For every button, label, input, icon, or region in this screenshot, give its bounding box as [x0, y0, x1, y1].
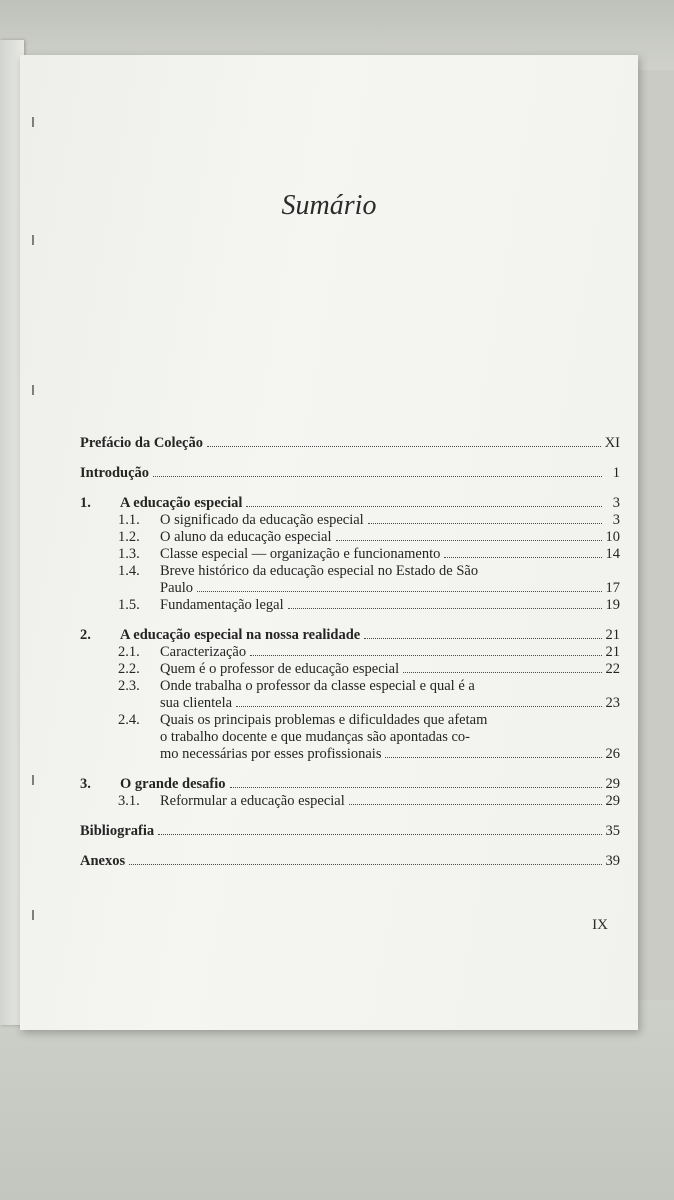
toc-number: 3.1.	[118, 793, 140, 809]
toc-label: Caracterização	[160, 644, 247, 660]
toc-page: 17	[605, 580, 620, 596]
toc-number: 1.5.	[118, 597, 140, 613]
leader-dots	[349, 804, 602, 805]
toc-page: 29	[605, 793, 620, 809]
toc-chapter-1	[80, 495, 620, 512]
toc-label: Fundamentação legal	[160, 597, 284, 613]
leader-dots	[288, 608, 602, 609]
toc-label: Quem é o professor de educação especial	[160, 661, 400, 677]
table-of-contents	[80, 435, 620, 870]
leader-dots	[403, 672, 601, 673]
toc-label-line-1: Onde trabalha o professor da classe especial e qual é a	[160, 678, 475, 694]
toc-section-2-2	[80, 661, 620, 678]
toc-section-2-4-cont	[80, 746, 620, 763]
leader-dots	[153, 476, 602, 477]
toc-page: XI	[604, 435, 620, 451]
leader-dots	[236, 706, 601, 707]
leader-dots	[246, 506, 602, 507]
toc-label-line-3: mo necessárias por esses profissionais	[160, 746, 382, 762]
book-page	[20, 55, 638, 1030]
toc-section-1-4-cont	[80, 580, 620, 597]
leader-dots	[368, 523, 602, 524]
toc-label: O aluno da educação especial	[160, 529, 332, 545]
leader-dots	[197, 591, 601, 592]
toc-page: 14	[605, 546, 620, 562]
toc-entry-anexos	[80, 853, 620, 870]
toc-page: 26	[605, 746, 620, 762]
toc-section-2-4-line-2: o trabalho docente e que mudanças são apontadas co-	[160, 729, 471, 745]
toc-number: 2.3.	[118, 678, 140, 694]
leader-dots	[385, 757, 601, 758]
toc-label: O significado da educação especial	[160, 512, 364, 528]
toc-page: 19	[605, 597, 620, 613]
toc-label: A educação especial	[120, 495, 243, 511]
toc-number: 2.1.	[118, 644, 140, 660]
binding-mark	[32, 117, 34, 127]
toc-page: 35	[605, 823, 620, 839]
toc-page: 10	[605, 529, 620, 545]
toc-page: 3	[612, 495, 620, 511]
page-title: Sumário	[281, 190, 377, 221]
toc-label: Introdução	[80, 465, 150, 481]
toc-number: 1.1.	[118, 512, 140, 528]
toc-page: 23	[605, 695, 620, 711]
toc-section-1-4	[80, 563, 620, 580]
toc-section-1-2	[80, 529, 620, 546]
toc-entry-prefacio	[80, 435, 620, 452]
binding-mark	[32, 385, 34, 395]
toc-chapter-3	[80, 776, 620, 793]
toc-number: 2.2.	[118, 661, 140, 677]
toc-chapter-2	[80, 627, 620, 644]
leader-dots	[207, 446, 601, 447]
toc-label: O grande desafio	[120, 776, 226, 792]
binding-mark	[32, 775, 34, 785]
toc-number: 3.	[80, 776, 91, 792]
leader-dots	[158, 834, 601, 835]
toc-label: Anexos	[80, 853, 126, 869]
binding-mark	[32, 910, 34, 920]
toc-label-line-1: Breve histórico da educação especial no Estado de São	[160, 563, 479, 579]
toc-label: Bibliografia	[80, 823, 155, 839]
toc-number: 1.3.	[118, 546, 140, 562]
toc-entry-bibliografia	[80, 823, 620, 840]
toc-section-2-3	[80, 678, 620, 695]
toc-section-2-1	[80, 644, 620, 661]
toc-page: 3	[612, 512, 620, 528]
toc-number: 2.4.	[118, 712, 140, 728]
toc-number: 1.	[80, 495, 91, 511]
toc-number: 1.4.	[118, 563, 140, 579]
toc-section-3-1	[80, 793, 620, 810]
toc-section-1-1	[80, 512, 620, 529]
toc-label-line-2: Paulo	[160, 580, 194, 596]
toc-entry-introducao	[80, 465, 620, 482]
leader-dots	[129, 864, 601, 865]
toc-page: 21	[605, 627, 620, 643]
toc-page: 22	[605, 661, 620, 677]
toc-section-1-5	[80, 597, 620, 614]
toc-section-2-3-cont	[80, 695, 620, 712]
toc-page: 21	[605, 644, 620, 660]
toc-section-2-4	[80, 712, 620, 729]
toc-section-1-3	[80, 546, 620, 563]
background-bottom	[0, 1000, 674, 1200]
toc-page: 29	[605, 776, 620, 792]
leader-dots	[444, 557, 601, 558]
toc-page: 1	[612, 465, 620, 481]
leader-dots	[336, 540, 602, 541]
leader-dots	[364, 638, 601, 639]
toc-label: Prefácio da Coleção	[80, 435, 203, 451]
leader-dots	[230, 787, 602, 788]
toc-page: 39	[605, 853, 620, 869]
binding-mark	[32, 235, 34, 245]
toc-number: 1.2.	[118, 529, 140, 545]
toc-label-line-2: sua clientela	[160, 695, 233, 711]
toc-label: Classe especial — organização e funcionamento	[160, 546, 441, 562]
toc-label-line-1: Quais os principais problemas e dificuldades que afetam	[160, 712, 488, 728]
toc-label: Reformular a educação especial	[160, 793, 345, 809]
leader-dots	[250, 655, 601, 656]
toc-number: 2.	[80, 627, 91, 643]
toc-label: A educação especial na nossa realidade	[120, 627, 361, 643]
page-number: IX	[592, 917, 608, 933]
